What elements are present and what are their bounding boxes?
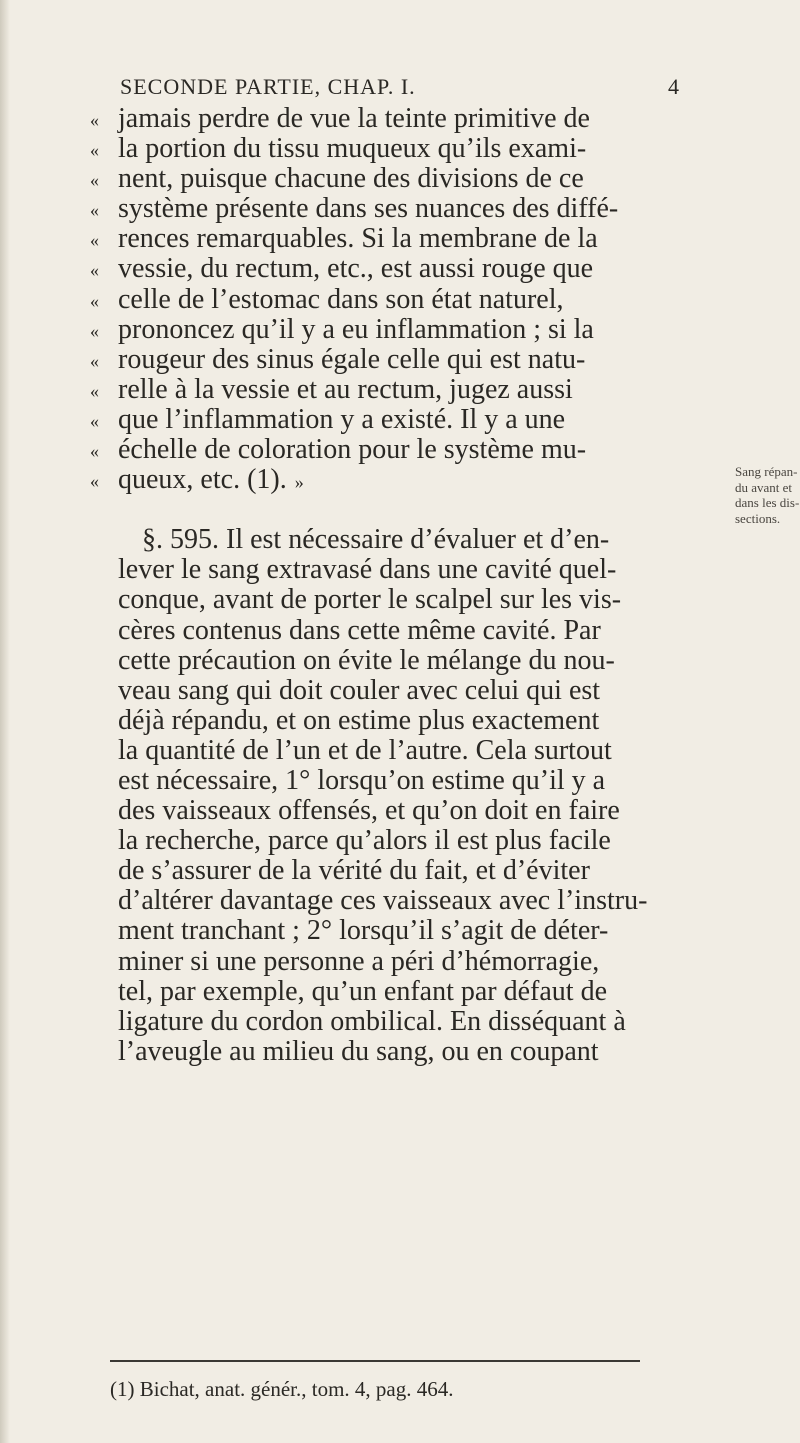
quote-line xyxy=(90,315,730,345)
paragraph-line: l’aveugle au milieu du sang, ou en coupant xyxy=(118,1035,599,1067)
paragraph-line: veau sang qui doit couler avec celui qui est xyxy=(118,674,601,706)
quote-line-text: celle de l’estomac dans son état naturel, xyxy=(118,283,564,315)
paragraph-line: lever le sang extravasé dans une cavité quel- xyxy=(118,554,617,586)
quotation-block xyxy=(90,104,730,495)
quote-line xyxy=(90,405,730,435)
quote-mark: « xyxy=(90,471,99,492)
quote-mark: « xyxy=(90,230,99,251)
footnote-rule xyxy=(110,1360,640,1362)
paragraph-595 xyxy=(90,525,730,1067)
paragraph-line: conque, avant de porter le scalpel sur les vis- xyxy=(118,584,622,616)
quote-line-text: système présente dans ses nuances des diffé- xyxy=(118,193,619,225)
quote-mark: « xyxy=(90,350,99,371)
quote-line xyxy=(90,435,730,465)
paragraph-line: des vaisseaux offensés, et qu’on doit en faire xyxy=(118,795,620,827)
quote-line-text: rences remarquables. Si la membrane de la xyxy=(118,223,598,255)
quote-line-text: échelle de coloration pour le système mu- xyxy=(118,434,587,466)
page-number: 4 xyxy=(668,74,680,99)
paragraph-line: la recherche, parce qu’alors il est plus facile xyxy=(118,825,611,857)
paragraph-line: miner si une personne a péri d’hémorragie, xyxy=(118,945,600,977)
quote-mark: « xyxy=(90,170,99,191)
footnote: (1) Bichat, anat. génér., tom. 4, pag. 464. xyxy=(110,1377,454,1401)
quote-line-text: vessie, du rectum, etc., est aussi rouge que xyxy=(118,253,594,285)
margin-note-line: dans les dis- xyxy=(735,495,800,510)
paragraph-line: de s’assurer de la vérité du fait, et d’éviter xyxy=(118,855,590,887)
quote-mark: « xyxy=(90,260,99,281)
quote-line-text: relle à la vessie et au rectum, jugez aussi xyxy=(118,373,573,405)
quote-mark: « xyxy=(90,140,99,161)
paragraph-line: cette précaution on évite le mélange du nou- xyxy=(118,644,615,676)
quote-line xyxy=(90,224,730,254)
paragraph-line: ment tranchant ; 2° lorsqu’il s’agit de déter- xyxy=(118,915,609,947)
quote-mark: « xyxy=(90,410,99,431)
quote-line xyxy=(90,194,730,224)
quote-mark: « xyxy=(90,320,99,341)
body-text xyxy=(90,104,730,1067)
quote-mark: « xyxy=(90,380,99,401)
quote-line-text: jamais perdre de vue la teinte primitive de xyxy=(118,103,590,134)
quote-mark: « xyxy=(90,110,99,130)
running-head-title: SECONDE PARTIE, CHAP. I. xyxy=(120,74,416,99)
quote-line-text: la portion du tissu muqueux qu’ils exami- xyxy=(118,133,587,165)
quote-line-text: nent, puisque chacune des divisions de ce xyxy=(118,163,584,195)
closing-quote-mark: » xyxy=(294,472,304,493)
margin-note xyxy=(735,464,800,526)
margin-note-line: sections. xyxy=(735,510,781,526)
quote-mark: « xyxy=(90,290,99,311)
paragraph-line: est nécessaire, 1° lorsqu’on estime qu’il y a xyxy=(118,764,606,796)
quote-line-text: prononcez qu’il y a eu inflammation ; si la xyxy=(118,313,594,345)
paragraph-line: tel, par exemple, qu’un enfant par défaut de xyxy=(118,975,608,1007)
quote-line xyxy=(90,285,730,315)
quote-line xyxy=(90,104,730,134)
quote-line xyxy=(90,164,730,194)
paragraph-line: cères contenus dans cette même cavité. Par xyxy=(118,614,601,646)
quote-mark: « xyxy=(90,200,99,221)
quote-line xyxy=(90,465,730,495)
paragraph-line: §. 595. Il est nécessaire d’évaluer et d’en- xyxy=(142,524,610,556)
quote-line-text: queux, etc. (1). xyxy=(118,464,287,496)
paragraph-line: ligature du cordon ombilical. En disséquant à xyxy=(118,1005,626,1037)
paragraph-line: d’altérer davantage ces vaisseaux avec l’instru- xyxy=(118,885,648,917)
quote-line xyxy=(90,134,730,164)
quote-mark: « xyxy=(90,441,99,462)
page-gutter-shadow xyxy=(0,0,10,1443)
paragraph-line: déjà répandu, et on estime plus exactement xyxy=(118,704,600,736)
quote-line-text: rougeur des sinus égale celle qui est natu- xyxy=(118,343,586,375)
quote-line xyxy=(90,375,730,405)
margin-note-line: Sang répan- xyxy=(735,464,798,479)
paragraph-line: la quantité de l’un et de l’autre. Cela surtout xyxy=(118,734,612,766)
quote-line xyxy=(90,345,730,375)
margin-note-line: du avant et xyxy=(735,479,793,495)
quote-line xyxy=(90,254,730,284)
quote-line-text: que l’inflammation y a existé. Il y a une xyxy=(118,403,566,435)
